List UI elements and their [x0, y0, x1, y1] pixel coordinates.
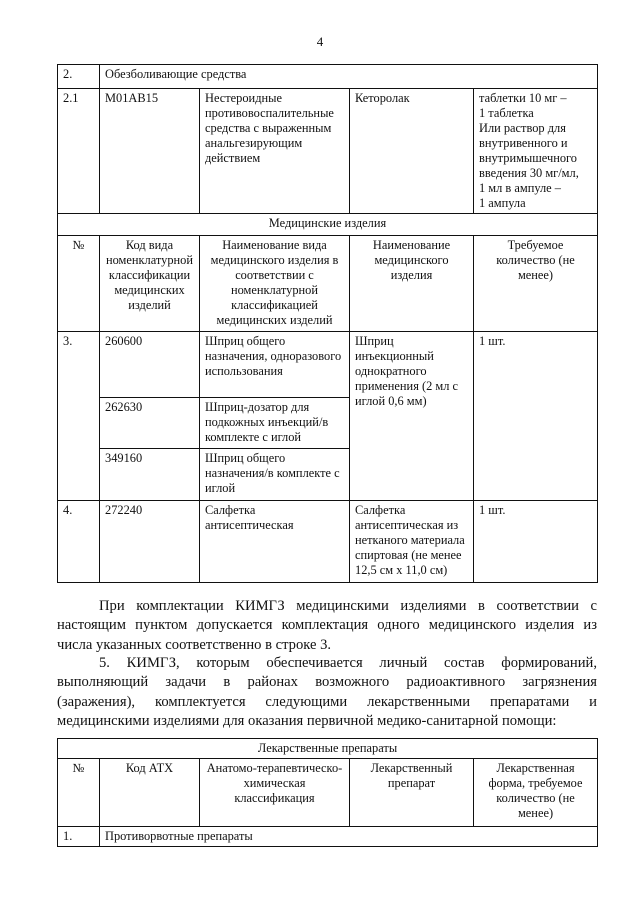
table-row	[58, 739, 598, 759]
table-row	[58, 827, 598, 847]
paragraph-item-5	[57, 654, 597, 732]
device-name: Салфетка антисептическая из нетканого материала спиртовая (не менее 12,5 см х 11,0 см)	[350, 501, 474, 583]
row-number: 4.	[58, 501, 100, 583]
header-classification: Анатомо-терапевтическо-химическая классификация	[200, 759, 350, 827]
header-number: №	[58, 236, 100, 332]
section-number: 1.	[58, 827, 100, 847]
form-line: внутривенного и	[479, 136, 568, 150]
form-line: внутримышечного	[479, 151, 577, 165]
header-name: Наименование медицинского изделия	[350, 236, 474, 332]
section-title: Противорвотные препараты	[100, 827, 598, 847]
paragraph-text: 5. КИМГЗ, которым обеспечивается личный состав формирований, выполняющий задачи в районах возможного радиоактивного загрязнения (заражения), комплектуется следующими лекарственными препаратами и медицинскими изделиями для оказания первичной медико-санитарной помощи:	[57, 655, 597, 730]
device-code: 260600	[100, 332, 200, 398]
header-kind: Наименование вида медицинского изделия в соответствии с номенклатурной классификацией медицинских изделий	[200, 236, 350, 332]
table-title: Лекарственные препараты	[58, 739, 598, 759]
device-kind: Шприц общего назначения/в комплекте с иглой	[200, 449, 350, 501]
form-line: введения 30 мг/мл,	[479, 166, 579, 180]
header-quantity: Требуемое количество (не менее)	[474, 236, 598, 332]
table-row	[58, 214, 598, 236]
form-line: 1 мл в ампуле –	[479, 181, 561, 195]
page-number: 4	[316, 34, 324, 49]
header-row	[58, 236, 598, 332]
header-number: №	[58, 759, 100, 827]
medications-and-devices-table	[57, 64, 598, 583]
row-number: 2.1	[58, 89, 100, 214]
device-code: 349160	[100, 449, 200, 501]
header-atc: Код АТХ	[100, 759, 200, 827]
table-row	[58, 65, 598, 89]
table-row	[58, 332, 598, 398]
device-kind: Шприц-дозатор для подкожных инъекций/в комплекте с иглой	[200, 398, 350, 449]
header-form: Лекарственная форма, требуемое количество (не менее)	[474, 759, 598, 827]
device-name: Шприц инъекционный однократного применения (2 мл с иглой 0,6 мм)	[350, 332, 474, 501]
atc-code: M01AB15	[100, 89, 200, 214]
drug-name: Кеторолак	[350, 89, 474, 214]
header-row	[58, 759, 598, 827]
header-drug: Лекарственный препарат	[350, 759, 474, 827]
classification: Нестероидные противовоспалительные средства с выраженным анальгезирующим действием	[200, 89, 350, 214]
form-line: 1 ампула	[479, 196, 526, 210]
form-line: таблетки 10 мг –	[479, 91, 567, 105]
form-line: 1 таблетка	[479, 106, 534, 120]
row-number: 3.	[58, 332, 100, 501]
table-row	[58, 89, 598, 214]
subsection-title: Медицинские изделия	[58, 214, 598, 236]
form-line: Или раствор для	[479, 121, 566, 135]
header-code: Код вида номенклатурной классификации медицинских изделий	[100, 236, 200, 332]
device-code: 262630	[100, 398, 200, 449]
table-row	[58, 501, 598, 583]
device-kind: Шприц общего назначения, одноразового использования	[200, 332, 350, 398]
medications-table	[57, 738, 598, 847]
paragraph-text: При комплектации КИМГЗ медицинскими изделиями в соответствии с настоящим пунктом допускается комплектация одного медицинского изделия из числа указанных соответственно в строке 3.	[57, 598, 597, 653]
device-code: 272240	[100, 501, 200, 583]
device-quantity: 1 шт.	[474, 501, 598, 583]
device-quantity: 1 шт.	[474, 332, 598, 501]
section-number: 2.	[58, 65, 100, 89]
device-kind: Салфетка антисептическая	[200, 501, 350, 583]
section-title: Обезболивающие средства	[100, 65, 598, 89]
dosage-form	[474, 89, 598, 214]
paragraph-completion-note	[57, 597, 597, 655]
